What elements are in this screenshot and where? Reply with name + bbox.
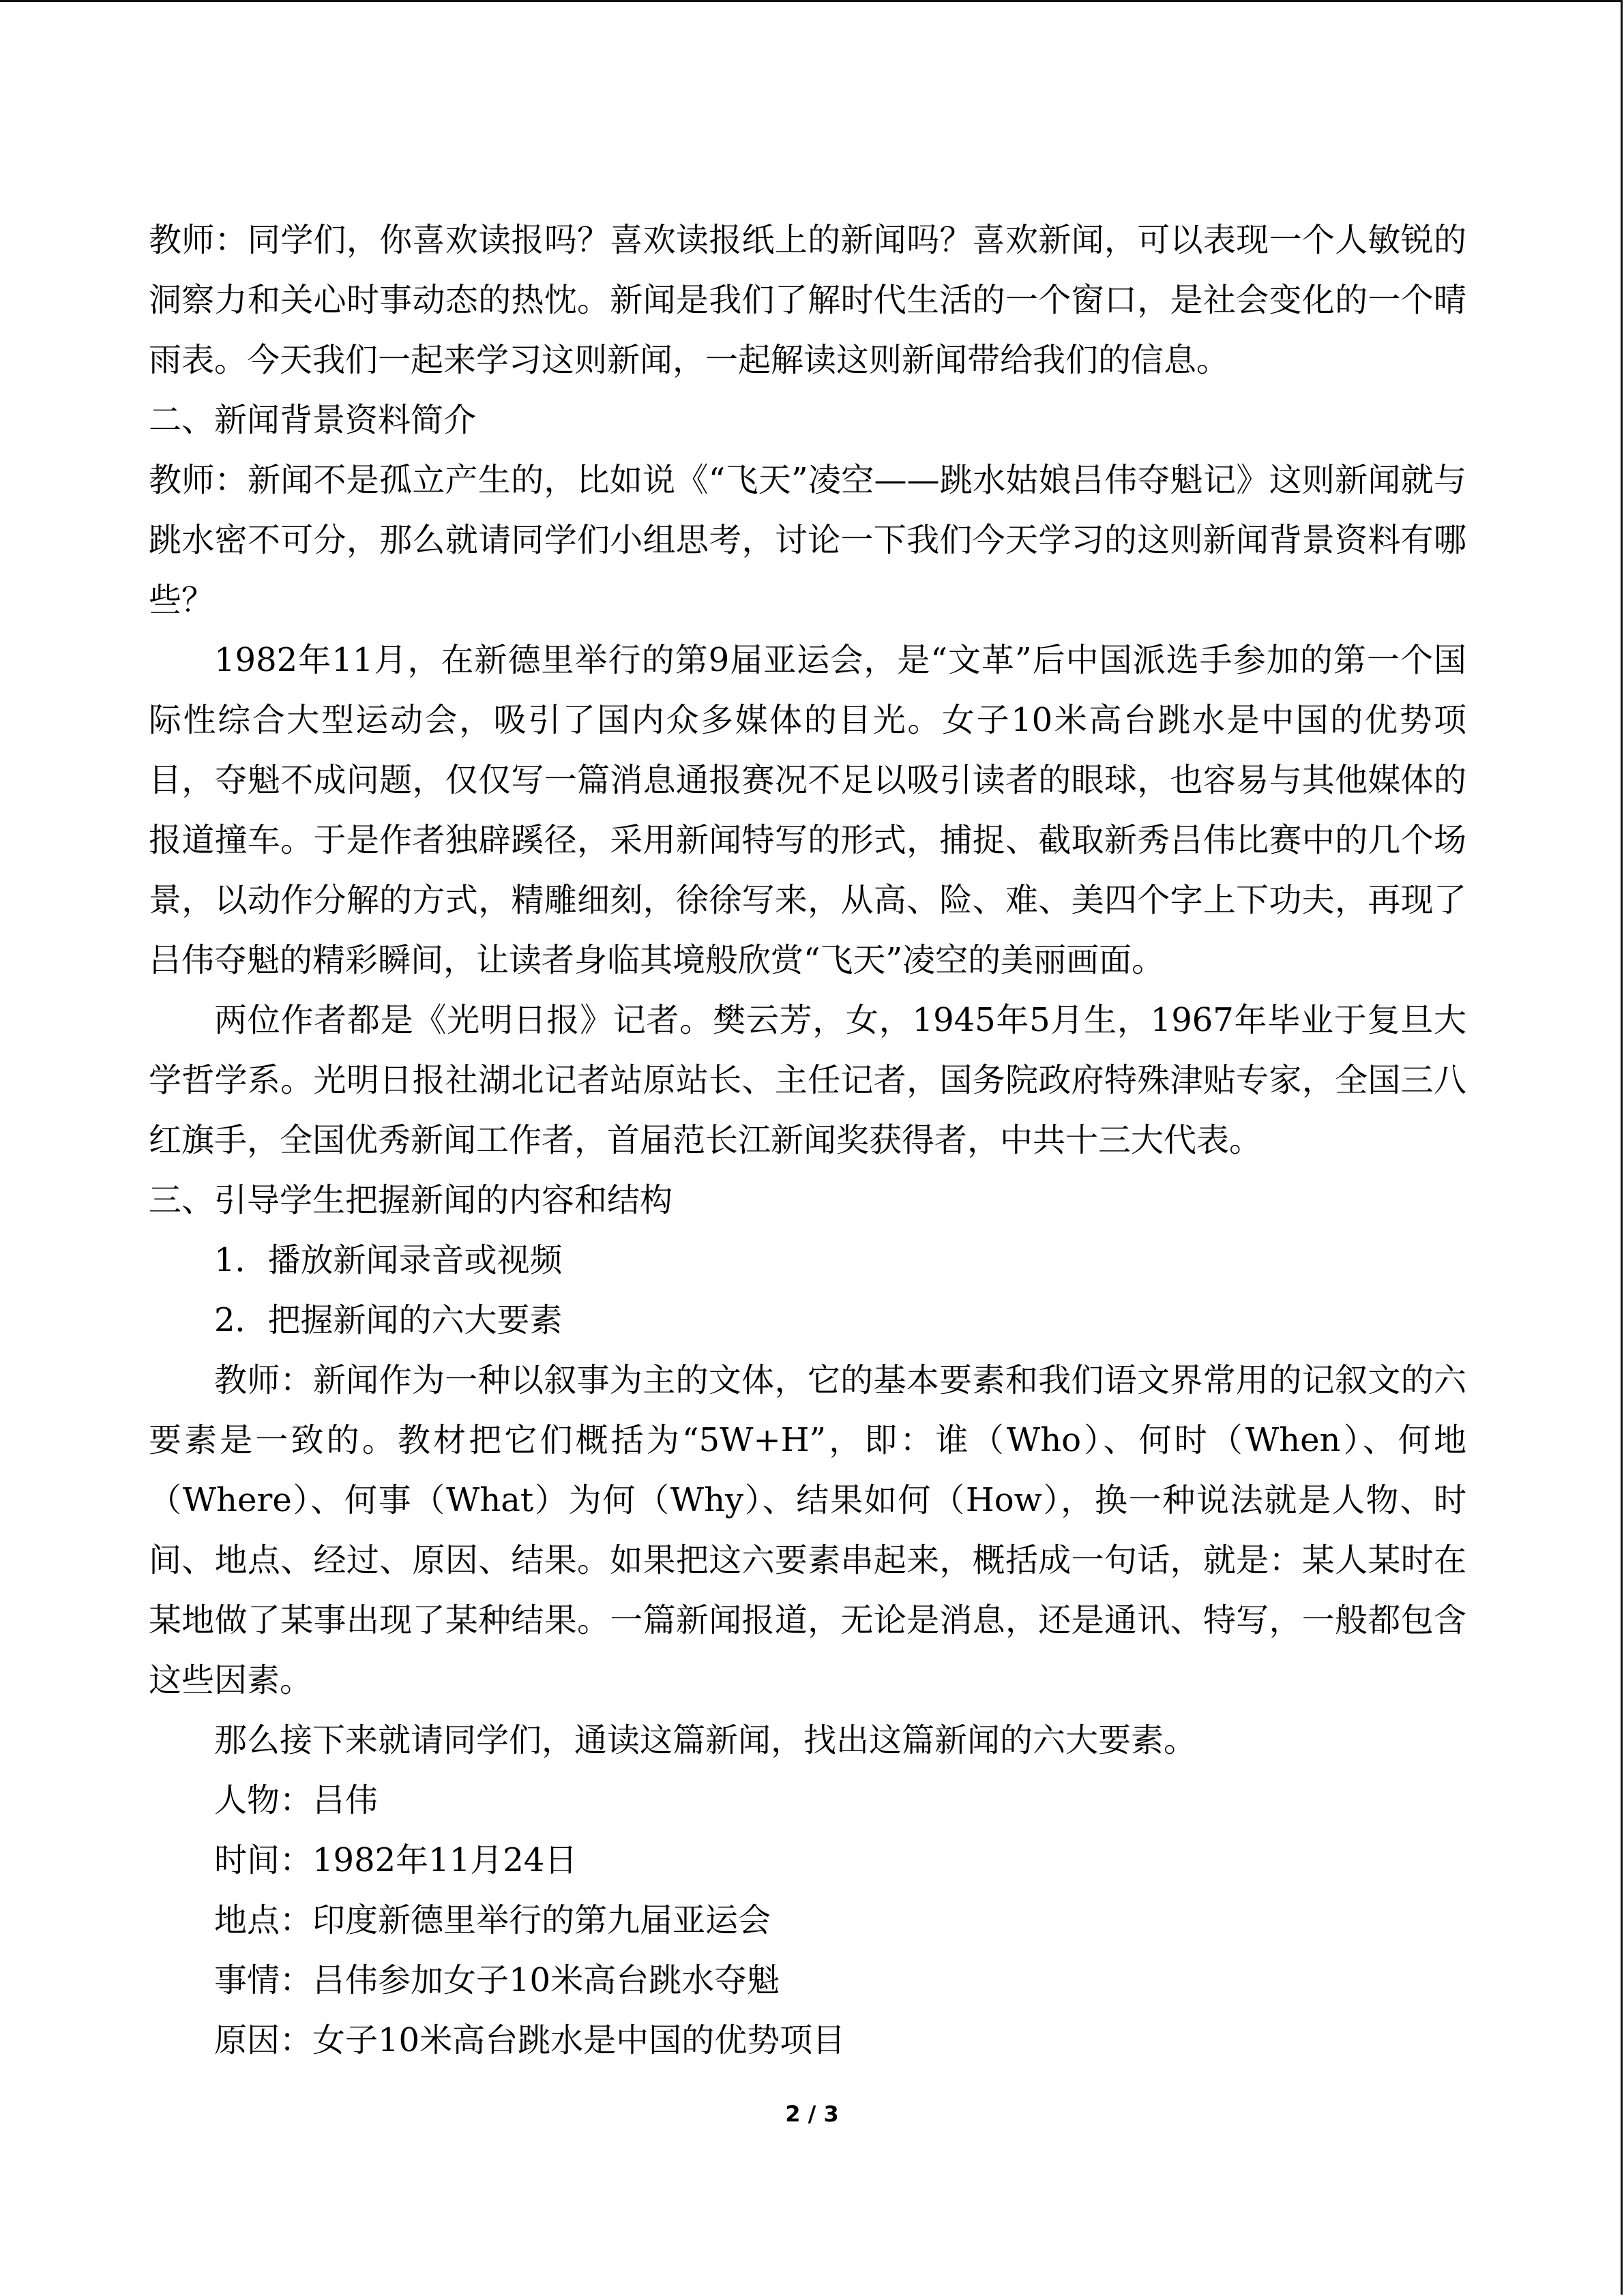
section-heading-news-background: 二、新闻背景资料简介 bbox=[149, 401, 477, 439]
page-number: 2 / 3 bbox=[785, 2101, 839, 2127]
document-body bbox=[149, 210, 1466, 2070]
element-reason: 原因：女子10米高台跳水是中国的优势项目 bbox=[214, 2021, 846, 2059]
element-event: 事情：吕伟参加女子10米高台跳水夺魁 bbox=[214, 1961, 780, 1999]
paragraph-5w-h: 教师：新闻作为一种以叙事为主的文体，它的基本要素和我们语文界常用的记叙文的六要素是一致的。教材把它们概括为“5W+H”，即：谁（Who）、何时（When）、何地（Where）、何事（What）为何（Why）、结果如何（How），换一种说法就是人物、时间、地点、经过、原因、结果。如果把这六要素串起来，概括成一句话，就是：某人某时在某地做了某事出现了某种结果。一篇新闻报道，无论是消息，还是通讯、特写，一般都包含这些因素。 bbox=[149, 1361, 1466, 1699]
paragraph-authors: 两位作者都是《光明日报》记者。樊云芳，女，1945年5月生，1967年毕业于复旦大学哲学系。光明日报社湖北记者站原站长、主任记者，国务院政府特殊津贴专家，全国三八红旗手，全国优秀新闻工作者，首届范长江新闻奖获得者，中共十三大代表。 bbox=[149, 1001, 1466, 1159]
element-place: 地点：印度新德里举行的第九届亚运会 bbox=[214, 1901, 771, 1939]
list-item-play-recording: 1．播放新闻录音或视频 bbox=[214, 1241, 563, 1279]
paragraph-teacher-intro: 教师：同学们，你喜欢读报吗？喜欢读报纸上的新闻吗？喜欢新闻，可以表现一个人敏锐的洞察力和关心时事动态的热忱。新闻是我们了解时代生活的一个窗口，是社会变化的一个晴雨表。今天我们一起来学习这则新闻，一起解读这则新闻带给我们的信息。 bbox=[149, 221, 1466, 379]
paragraph-teacher-background: 教师：新闻不是孤立产生的，比如说《“飞天”凌空——跳水姑娘吕伟夺魁记》这则新闻就与跳水密不可分，那么就请同学们小组思考，讨论一下我们今天学习的这则新闻背景资料有哪些？ bbox=[149, 461, 1466, 619]
element-person: 人物：吕伟 bbox=[214, 1781, 379, 1819]
paragraph-asian-games: 1982年11月，在新德里举行的第9届亚运会，是“文革”后中国派选手参加的第一个国际性综合大型运动会，吸引了国内众多媒体的目光。女子10米高台跳水是中国的优势项目，夺魁不成问题，仅仅写一篇消息通报赛况不足以吸引读者的眼球，也容易与其他媒体的报道撞车。于是作者独辟蹊径，采用新闻特写的形式，捕捉、截取新秀吕伟比赛中的几个场景，以动作分解的方式，精雕细刻，徐徐写来，从高、险、难、美四个字上下功夫，再现了吕伟夺魁的精彩瞬间，让读者身临其境般欣赏“飞天”凌空的美丽画面。 bbox=[149, 641, 1466, 979]
element-time: 时间：1982年11月24日 bbox=[214, 1841, 578, 1879]
paragraph-instruction: 那么接下来就请同学们，通读这篇新闻，找出这篇新闻的六大要素。 bbox=[214, 1721, 1197, 1759]
section-heading-content-structure: 三、引导学生把握新闻的内容和结构 bbox=[149, 1181, 673, 1219]
list-item-six-elements: 2．把握新闻的六大要素 bbox=[214, 1301, 563, 1339]
